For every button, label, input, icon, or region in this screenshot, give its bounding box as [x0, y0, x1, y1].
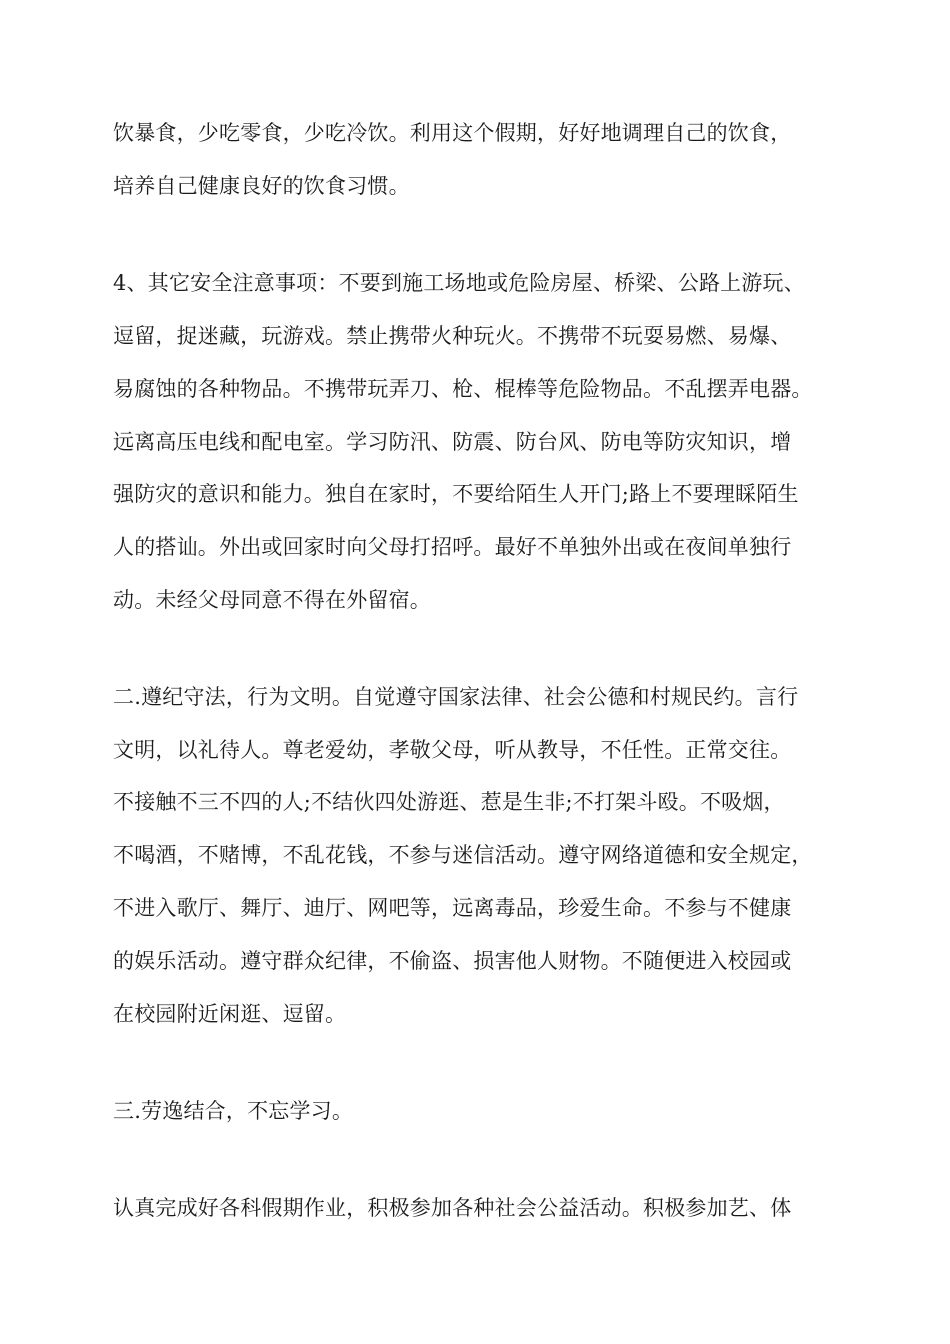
- text-line: 在校园附近闲逛、逗留。: [113, 1002, 347, 1026]
- text-line: 文明，以礼待人。尊老爱幼，孝敬父母，听从教导，不任性。正常交往。: [113, 738, 792, 762]
- text-line: 4、其它安全注意事项：不要到施工场地或危险房屋、桥梁、公路上游玩、: [113, 271, 805, 295]
- text-line: 不喝酒，不赌博，不乱花钱，不参与迷信活动。遵守网络道德和安全规定，: [113, 843, 813, 867]
- text-line: 不进入歌厅、舞厅、迪厅、网吧等，远离毒品，珍爱生命。不参与不健康: [113, 896, 792, 920]
- text-line: 饮暴食，少吃零食，少吃冷饮。利用这个假期，好好地调理自己的饮食，: [113, 121, 792, 145]
- text-line: 认真完成好各科假期作业，积极参加各种社会公益活动。积极参加艺、体: [113, 1196, 792, 1220]
- text-line: 二.遵纪守法，行为文明。自觉遵守国家法律、社会公德和村规民约。言行: [113, 685, 799, 709]
- text-line: 的娱乐活动。遵守群众纪律，不偷盗、损害他人财物。不随便进入校园或: [113, 949, 792, 973]
- text-line: 易腐蚀的各种物品。不携带玩弄刀、枪、棍棒等危险物品。不乱摆弄电器。: [113, 377, 813, 401]
- text-line: 动。未经父母同意不得在外留宿。: [113, 588, 431, 612]
- text-line: 逗留，捉迷藏，玩游戏。禁止携带火种玩火。不携带不玩耍易燃、易爆、: [113, 324, 792, 348]
- text-line: 不接触不三不四的人;不结伙四处游逛、惹是生非;不打架斗殴。不吸烟，: [113, 790, 785, 814]
- text-line: 培养自己健康良好的饮食习惯。: [113, 174, 410, 198]
- text-line: 强防灾的意识和能力。独自在家时，不要给陌生人开门;路上不要理睬陌生: [113, 482, 799, 506]
- text-line: 人的搭讪。外出或回家时向父母打招呼。最好不单独外出或在夜间单独行: [113, 535, 792, 559]
- text-line: 远离高压电线和配电室。学习防汛、防震、防台风、防电等防灾知识，增: [113, 430, 792, 454]
- section-heading: 三.劳逸结合，不忘学习。: [113, 1099, 354, 1123]
